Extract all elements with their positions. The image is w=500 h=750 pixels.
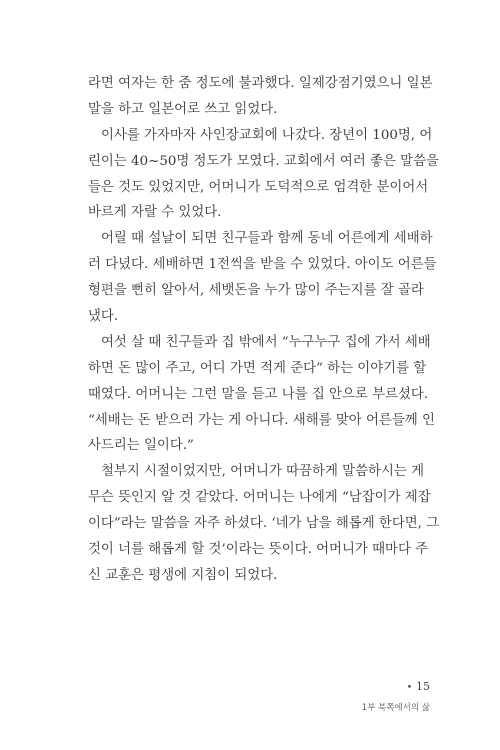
page-number <box>407 680 430 693</box>
text-line: 이사를 가자마자 사인장교회에 나갔다. 장년이 100명, 어 <box>101 127 433 143</box>
text-line: 냈다. <box>88 309 119 325</box>
text-line: 무슨 뜻인지 알 것 같았다. 어머니는 나에게 “남잡이가 제잡 <box>88 490 431 506</box>
bullet-icon: • <box>406 683 412 693</box>
text-line: 철부지 시절이었지만, 어머니가 따끔하게 말씀하시는 게 <box>101 464 425 480</box>
text-line: “세배는 돈 받으러 가는 게 아니다. 새해를 맞아 어른들께 인 <box>88 412 435 428</box>
text-line: 이다”라는 말씀을 자주 하셨다. ‘네가 남을 해롭게 한다면, 그 <box>88 516 440 532</box>
text-line: 러 다녔다. 세배하면 1전씩을 받을 수 있었다. 아이도 어른들 <box>88 257 437 273</box>
running-footer-title: 1부 북쪽에서의 삶 <box>361 703 430 713</box>
text-line: 하면 돈 많이 주고, 어디 가면 적게 준다” 하는 이야기를 할 <box>88 360 427 376</box>
text-line: 여섯 살 때 친구들과 집 밖에서 “누구누구 집에 가서 세배 <box>101 334 431 350</box>
text-line: 신 교훈은 평생에 지침이 되었다. <box>88 567 278 583</box>
text-line: 바르게 자랄 수 있었다. <box>88 205 222 221</box>
text-line: 형편을 뻔히 알아서, 세뱃돈을 누가 많이 주는지를 잘 골라 <box>88 283 424 299</box>
text-line: 사드리는 일이다.” <box>88 438 194 454</box>
text-line: 어릴 때 설날이 되면 친구들과 함께 동네 어른에게 세배하 <box>101 231 433 247</box>
text-line: 들은 것도 있었지만, 어머니가 도덕적으로 엄격한 분이어서 <box>88 179 429 195</box>
text-line: 말을 하고 일본어로 쓰고 읽었다. <box>88 101 278 117</box>
body-text <box>88 71 440 589</box>
text-line: 때였다. 어머니는 그런 말을 듣고 나를 집 안으로 부르셨다. <box>88 386 429 402</box>
text-line: 라면 여자는 한 줌 정도에 불과했다. 일제강점기였으니 일본 <box>88 76 433 91</box>
page-number-value: 15 <box>416 680 430 693</box>
text-line: 것이 너를 해롭게 할 것’이라는 뜻이다. 어머니가 때마다 주 <box>88 542 429 558</box>
text-line: 린이는 40~50명 정도가 모였다. 교회에서 여러 좋은 말씀을 <box>88 153 439 169</box>
